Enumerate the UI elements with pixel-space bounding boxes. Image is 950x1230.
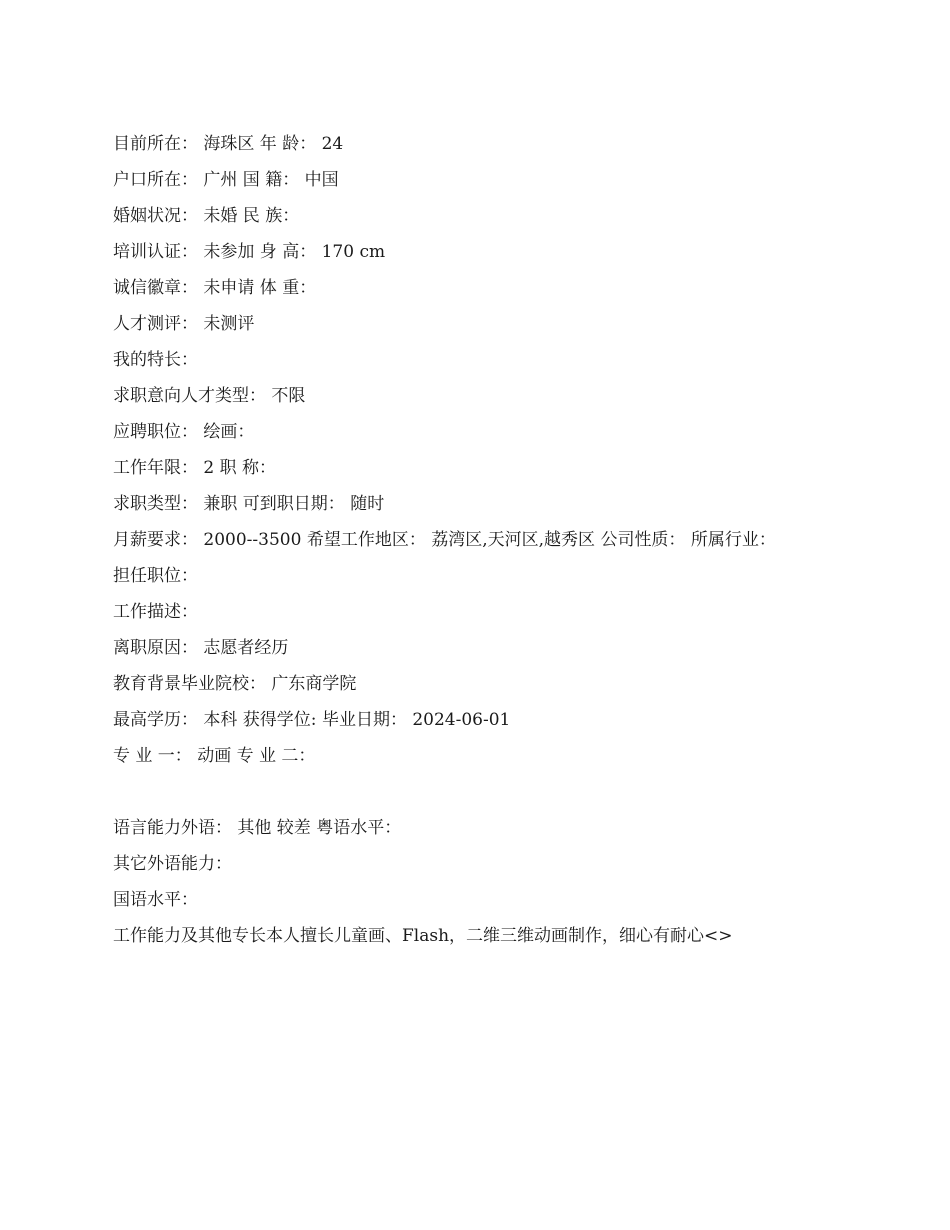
job-intention-type-line: 求职意向人才类型： 不限 [113, 386, 306, 406]
mandarin-level-line: 国语水平： [113, 890, 198, 910]
other-language-line: 其它外语能力： [113, 854, 232, 874]
job-description-line: 工作描述： [113, 602, 198, 622]
blank-spacer [113, 774, 913, 810]
resume-content [113, 126, 913, 954]
marital-status-line: 婚姻状况： 未婚 民 族： [113, 206, 300, 226]
work-years-line: 工作年限： 2 职 称： [113, 458, 277, 478]
current-location-line: 目前所在： 海珠区 年 龄： 24 [113, 134, 344, 154]
held-position-line: 担任职位： [113, 566, 198, 586]
specialty-line: 我的特长： [113, 350, 198, 370]
major-line: 专 业 一： 动画 专 业 二： [113, 746, 316, 766]
talent-assessment-line: 人才测评： 未测评 [113, 314, 255, 334]
training-certification-line: 培训认证： 未参加 身 高： 170 cm [113, 242, 386, 262]
job-type-line: 求职类型： 兼职 可到职日期： 随时 [113, 494, 385, 514]
highest-degree-line: 最高学历： 本科 获得学位: 毕业日期： 2024-06-01 [113, 710, 511, 730]
household-registration-line: 户口所在： 广州 国 籍： 中国 [113, 170, 339, 190]
language-ability-line: 语言能力外语： 其他 较差 粤语水平： [113, 818, 402, 838]
skills-line: 工作能力及其他专长本人擅长儿童画、Flash，二维三维动画制作，细心有耐心<> [113, 926, 733, 946]
salary-requirement-line: 月薪要求： 2000--3500 希望工作地区： 荔湾区,天河区,越秀区 公司性质： 所属行业： [113, 530, 776, 550]
applied-position-line: 应聘职位： 绘画： [113, 422, 255, 442]
education-school-line: 教育背景毕业院校： 广东商学院 [113, 674, 357, 694]
integrity-badge-line: 诚信徽章： 未申请 体 重： [113, 278, 317, 298]
leaving-reason-line: 离职原因： 志愿者经历 [113, 638, 289, 658]
